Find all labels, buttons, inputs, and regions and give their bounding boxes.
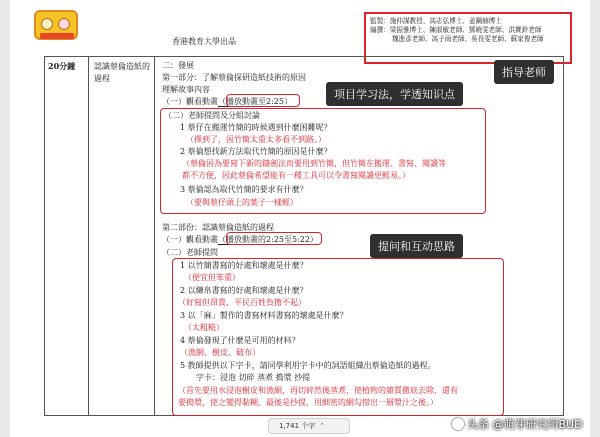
- credits-line-1: 監製：施仲謀教授、馮志弘博士、姜鋼赫博士: [370, 17, 502, 25]
- chevron-up-icon[interactable]: ⌃: [319, 422, 326, 430]
- part1-q3: 3 蔡倫認為取代竹簡的要求有什麼？: [180, 185, 308, 194]
- part2-a5-line1: （首先要用水浸泡樹皮和漁網，再切碎然後蒸煮，使植物的雜質徹底去除，還有: [178, 386, 458, 395]
- watermark-text: 头条 @萌芽研究所BUD: [467, 418, 583, 431]
- part2-a5-line2: 要搗漿，使之變得黏糊，最後是抄提，用細密的網勾撈出一層漿汁之後。）: [178, 398, 438, 407]
- part1-q1: 1 蔡仔在搬運竹簡的時候遇到什麼困難呢？: [180, 123, 332, 132]
- publisher-name: 香港教育大學出品: [172, 37, 236, 46]
- activity-cell: 認識蔡倫造紙的過程: [94, 62, 150, 83]
- part1-a1: （擇到了，因竹簡太重太多看不到路。）: [186, 135, 326, 144]
- part2-q3: 3 以「麻」製作的書寫材料書寫的壞處是什麼？: [180, 311, 348, 320]
- part2-a4: （漁網、樹皮、破布）: [180, 348, 260, 357]
- part1-q2: 2 蔡倫想找新方法取代竹簡的原因是什麼？: [180, 147, 332, 156]
- part2-title: 第二部份：認識蔡倫造紙的過程: [162, 223, 274, 232]
- part2-item2: （二）老師提問: [162, 248, 218, 257]
- video-range-highlight-2: [226, 232, 322, 245]
- part2-q5: 5 教師提供以下字卡，請同學利用字卡中的詞語組織出蔡倫造紙的過程。: [180, 361, 436, 370]
- credits-line-3: 魏進彥老師、馮子雨老師、吳長雯老師、蘇家俊老師: [392, 35, 544, 43]
- section-title: 二：發展: [162, 61, 194, 70]
- part2-q1: 1 以竹簡書寫的好處和壞處是什麼？: [180, 261, 308, 270]
- part2-a3: （太粗糙）: [184, 323, 224, 332]
- time-cell: 20分鐘: [48, 61, 76, 71]
- credits-line-2: 編撰：梁振雅博士、陳淑敏老師、鄧曉雯老師、洪寶鈴老師: [370, 26, 542, 34]
- watermark: [452, 416, 583, 432]
- part2-q2: 2 以縑帛書寫的好處和壞處是什麼？: [180, 286, 308, 295]
- part1-a2-line2: 都不方便，因此蔡倫希望能有一種工具可以令書寫閱讀更輕易。）: [182, 171, 410, 180]
- table-divider-1: [88, 56, 89, 416]
- word-cards: 字卡：浸泡 切碎 蒸煮 搗漿 抄提: [196, 373, 311, 382]
- part2-q4: 4 蔡倫發現了什麼是可用的材料？: [180, 336, 300, 345]
- part1-a2-line1: （蔡倫因為要寫下新的鑄劍法而要用到竹簡，但竹簡在搬運、書寫、閱讀等: [182, 159, 446, 168]
- part1-title: 第一部分：了解蔡倫探研造紙技術的原因: [162, 73, 306, 82]
- logo-face-left: [41, 18, 53, 30]
- callout-teacher: 指导老师: [494, 60, 554, 84]
- part1-subtitle: 理解故事內容: [162, 85, 210, 94]
- part2-a2: （好寫但昂貴，平民百姓負擔不起）: [178, 298, 306, 307]
- part2-video-range: （播放動畫的2:25至5:22）: [218, 235, 318, 244]
- word-count: 1,741 个字: [279, 422, 316, 430]
- part2-a1: （便宜但笨重）: [184, 273, 240, 282]
- watermark-logo-icon: [452, 418, 464, 430]
- video-range-highlight-1: [226, 94, 300, 107]
- table-divider-2: [154, 56, 155, 416]
- callout-questions: 提问和互动思路: [370, 234, 463, 258]
- logo-face-right: [58, 18, 70, 30]
- part1-video-range: （播放動畫至2:25）: [218, 97, 292, 106]
- word-count-bar[interactable]: [268, 418, 350, 434]
- part1-item1-prefix: （一）觀看動畫: [162, 97, 218, 106]
- callout-project: 项目学习法，学透知识点: [326, 82, 463, 106]
- publisher-logo: [34, 10, 78, 40]
- part1-a3: （要與蔡仔頭上的葉子一樣輕）: [186, 198, 298, 207]
- logo-ribbon: [40, 33, 74, 39]
- part1-item2: （二）老師提問及分組討論: [164, 111, 260, 120]
- part2-item1-prefix: （一）觀看動畫: [162, 235, 218, 244]
